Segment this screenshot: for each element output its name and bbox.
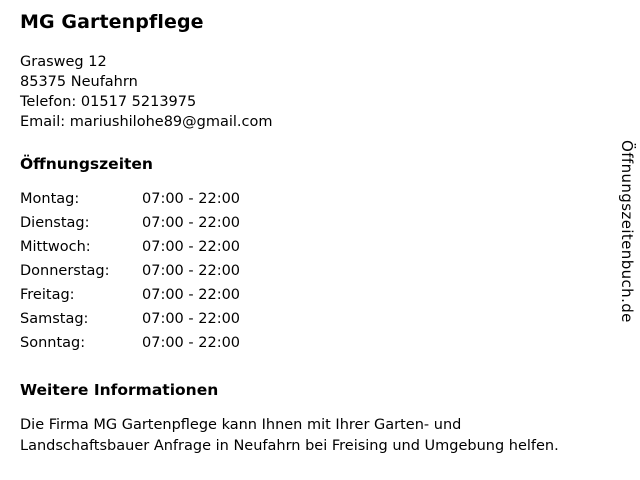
table-row — [20, 262, 240, 286]
hours-day-label: Montag: — [20, 191, 80, 207]
hours-day-label: Sonntag: — [20, 335, 86, 351]
hours-time-value: 07:00 - 22:00 — [142, 287, 241, 303]
opening-hours-table — [20, 190, 240, 358]
hours-time-value: 07:00 - 22:00 — [142, 239, 241, 255]
hours-day-label: Dienstag: — [20, 215, 90, 231]
hours-time-value: 07:00 - 22:00 — [142, 311, 241, 327]
table-row — [20, 334, 240, 358]
table-row — [20, 238, 240, 262]
hours-time-value: 07:00 - 22:00 — [142, 263, 241, 279]
address-street: Grasweg 12 — [20, 54, 107, 70]
hours-time-value: 07:00 - 22:00 — [142, 191, 241, 207]
hours-day-label: Mittwoch: — [20, 239, 91, 255]
address-block — [20, 52, 590, 132]
address-city: 85375 Neufahrn — [20, 74, 138, 90]
hours-time-value: 07:00 - 22:00 — [142, 335, 241, 351]
table-row — [20, 310, 240, 334]
address-phone: Telefon: 01517 5213975 — [20, 94, 197, 110]
content-column — [20, 10, 590, 471]
hours-day-label: Freitag: — [20, 287, 75, 303]
hours-time-value: 07:00 - 22:00 — [142, 215, 241, 231]
table-row — [20, 214, 240, 238]
page-title: MG Gartenpflege — [20, 11, 204, 33]
more-information-heading: Weitere Informationen — [20, 381, 219, 399]
opening-hours-heading: Öffnungszeiten — [20, 155, 153, 173]
more-information-text: Die Firma MG Gartenpflege kann Ihnen mit Ihrer Garten- und Landschaftsbauer Anfrage in Neufahrn bei Freising und Umgebung helfen. — [20, 416, 559, 454]
watermark-label: Öffnungszeitenbuch.de — [618, 140, 636, 323]
hours-day-label: Samstag: — [20, 311, 89, 327]
hours-day-label: Donnerstag: — [20, 263, 110, 279]
address-email: Email: mariushilohe89@gmail.com — [20, 114, 273, 130]
table-row — [20, 286, 240, 310]
table-row — [20, 190, 240, 214]
